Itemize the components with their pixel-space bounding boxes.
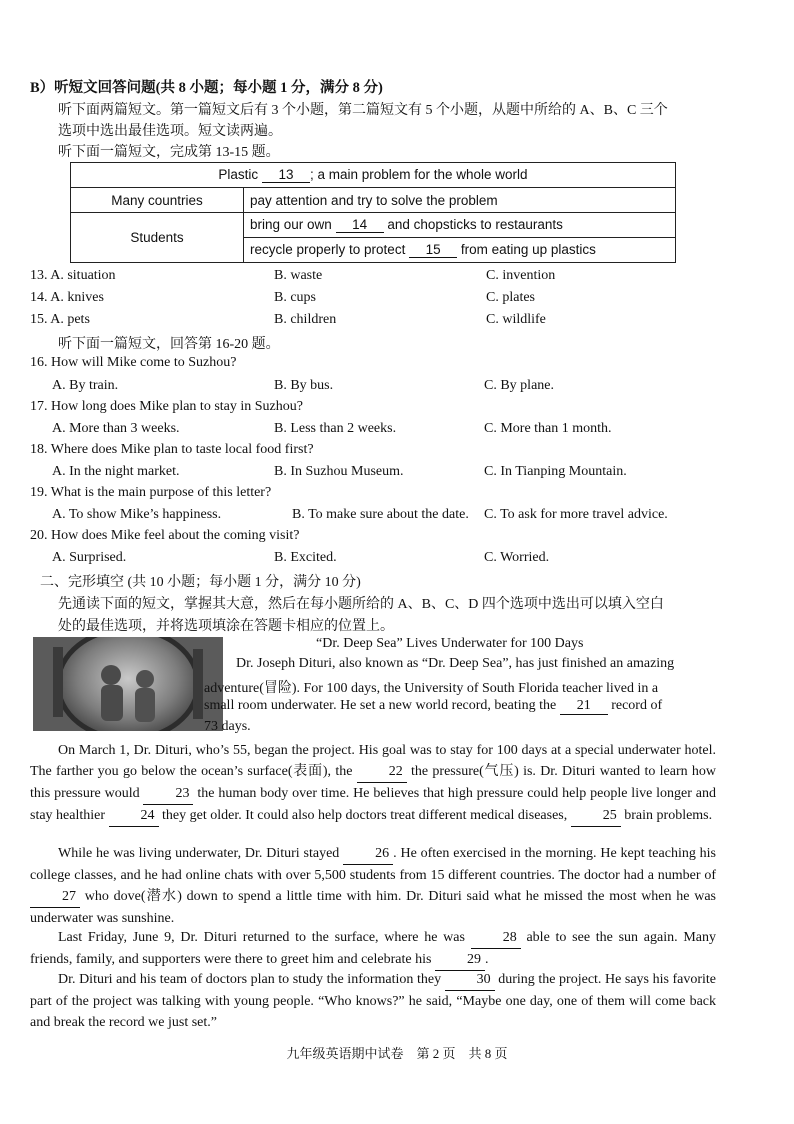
section-b-intro-1: 听下面两篇短文。第一篇短文后有 3 个小题，第二篇短文有 5 个小题，从题中所给的 A、B、C 三个	[58, 103, 668, 118]
blank-14: 14	[336, 217, 384, 233]
underwater-photo	[33, 637, 223, 731]
cloze-intro-1: 先通读下面的短文，掌握其大意，然后在每小题所给的 A、B、C、D 四个选项中选出可以填入空白	[58, 597, 664, 612]
blank-30: 30	[445, 969, 495, 991]
section-b-title: B）听短文回答问题(共 8 小题；每小题 1 分，满分 8 分)	[30, 80, 383, 96]
cloze-intro-2: 处的最佳选项，并将选项填涂在答题卡相应的位置上。	[58, 619, 394, 634]
blank-15: 15	[409, 242, 457, 258]
blank-21: 21	[560, 698, 608, 715]
table-cell-students-2: recycle properly to protect 15 from eating up plastics	[244, 238, 676, 263]
blank-26: 26	[343, 843, 393, 865]
cloze-title: 二、完形填空 (共 10 小题；每小题 1 分，满分 10 分)	[40, 575, 361, 590]
article-paragraph-3: While he was living underwater, Dr. Dituri stayed 26 . He often exercised in the morning. He kept teaching his college classes, and he had online chats with over 5,500 students from 15 different countries. The doctor had a number of 27 who dove(潜水) down to spend a little time with him. Dr. Dituri said what he missed the most when he was underwater was sunshine.	[30, 843, 716, 929]
question-16-stem: 16. How will Mike come to Suzhou?	[30, 355, 237, 370]
question-16-options: A. By train. B. By bus. C. By plane.	[52, 378, 554, 393]
article-p1-line-1: Dr. Joseph Dituri, also known as “Dr. Deep Sea”, has just finished an amazing	[236, 656, 675, 671]
question-19-stem: 19. What is the main purpose of this letter?	[30, 485, 272, 500]
blank-23: 23	[143, 783, 193, 805]
blank-29: 29	[435, 949, 485, 971]
question-18-options: A. In the night market. B. In Suzhou Museum. C. In Tianping Mountain.	[52, 464, 627, 479]
article-paragraph-5: Dr. Dituri and his team of doctors plan to study the information they 30 during the project. He says his favorite part of the project was talking with young people. “Who knows?” he said, “Maybe one day, one of them will come back and break the record we just set.”	[30, 969, 716, 1033]
question-20-options: A. Surprised. B. Excited. C. Worried.	[52, 550, 550, 565]
blank-25: 25	[571, 805, 621, 827]
blank-24: 24	[109, 805, 159, 827]
article-p1-line-4: 73 days.	[204, 719, 251, 734]
question-17-options: A. More than 3 weeks. B. Less than 2 weeks. C. More than 1 month.	[52, 421, 612, 436]
article-p1-line-3: small room underwater. He set a new world record, beating the 21 record of	[204, 698, 663, 713]
blank-27: 27	[30, 886, 80, 908]
question-19-options: A. To show Mike’s happiness. B. To make sure about the date. C. To ask for more travel advice.	[52, 507, 668, 522]
question-15: 15. A. pets B. children C. wildlife	[30, 312, 546, 327]
blank-13: 13	[262, 167, 310, 183]
question-14: 14. A. knives B. cups C. plates	[30, 290, 535, 305]
section-b-intro-2: 选项中选出最佳选项。短文读两遍。	[58, 124, 282, 139]
article-p1-line-2: adventure(冒险). For 100 days, the University of South Florida teacher lived in a	[204, 681, 659, 696]
table-label-countries: Many countries	[71, 188, 244, 213]
page-footer: 九年级英语期中试卷 第 2 页 共 8 页	[286, 1046, 508, 1061]
passage-1-intro: 听下面一篇短文，完成第 13-15 题。	[58, 145, 280, 160]
article-title: “Dr. Deep Sea” Lives Underwater for 100 Days	[316, 636, 584, 651]
table-row-plastic: Plastic 13 ; a main problem for the whole world	[71, 163, 676, 188]
question-20-stem: 20. How does Mike feel about the coming visit?	[30, 528, 300, 543]
table-label-students: Students	[71, 213, 244, 263]
plastic-table	[70, 162, 676, 263]
blank-22: 22	[357, 761, 407, 783]
article-paragraph-2: On March 1, Dr. Dituri, who’s 55, began the project. His goal was to stay for 100 days at a special underwater hotel. The farther you go below the ocean’s surface(表面), the 22 the pressure(气压) is. Dr. Dituri wanted to learn how this pressure would 23 the human body over time. He believes that high pressure could help people live longer and stay healthier 24 they get older. It could also help doctors treat different medical diseases, 25 brain problems.	[30, 740, 716, 827]
table-cell-students-1: bring our own 14 and chopsticks to restaurants	[244, 213, 676, 238]
question-17-stem: 17. How long does Mike plan to stay in Suzhou?	[30, 399, 303, 414]
question-18-stem: 18. Where does Mike plan to taste local food first?	[30, 442, 314, 457]
table-cell-countries: pay attention and try to solve the problem	[244, 188, 676, 213]
passage-2-intro: 听下面一篇短文，回答第 16-20 题。	[58, 337, 280, 352]
question-13: 13. A. situation B. waste C. invention	[30, 268, 556, 283]
blank-28: 28	[471, 927, 521, 949]
article-paragraph-4: Last Friday, June 9, Dr. Dituri returned to the surface, where he was 28 able to see the sun again. Many friends, family, and supporters were there to greet him and celebrate his 29 .	[30, 927, 716, 971]
